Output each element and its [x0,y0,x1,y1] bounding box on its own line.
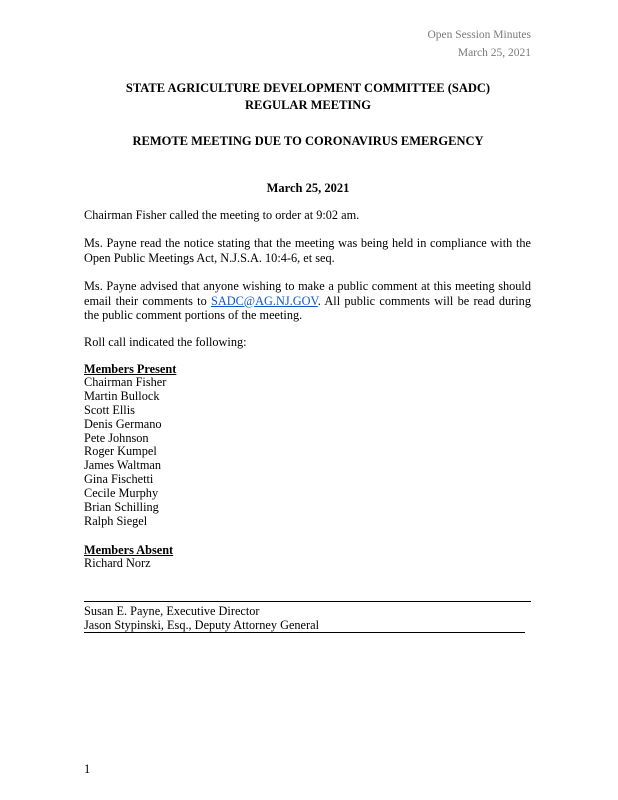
committee-title: STATE AGRICULTURE DEVELOPMENT COMMITTEE (SADC) [125,81,491,95]
member-present-name: Scott Ellis [84,402,135,417]
staff-deputy-attorney-general: Jason Stypinski, Esq., Deputy Attorney General [84,618,525,633]
remote-meeting-title: REMOTE MEETING DUE TO CORONAVIRUS EMERGENCY [132,134,484,148]
notice-paragraph: Ms. Payne read the notice stating that the meeting was being held in compliance with the Open Public Meetings Act, N.J.S.A. 10:4-6, et seq. [84,236,531,265]
members-absent-heading: Members Absent [84,543,174,557]
staff-divider [84,601,531,602]
members-absent-list [84,557,151,571]
public-comment-paragraph [84,279,531,323]
member-present-name: Roger Kumpel [84,444,157,459]
member-present-name: Gina Fischetti [84,472,154,487]
member-present-name: Denis Germano [84,416,162,431]
roll-call-paragraph: Roll call indicated the following: [84,335,247,349]
member-present-name: Cecile Murphy [84,486,159,501]
member-present-name: Pete Johnson [84,430,149,445]
email-link[interactable]: SADC@AG.NJ.GOV [211,293,318,308]
staff-executive-director: Susan E. Payne, Executive Director [84,604,260,618]
call-to-order-paragraph: Chairman Fisher called the meeting to order at 9:02 am. [84,208,360,222]
members-present-list [84,376,166,529]
meeting-date-title: March 25, 2021 [266,181,350,195]
member-absent-name: Richard Norz [84,556,151,570]
member-present-name: Chairman Fisher [84,375,167,389]
page-number: 1 [84,762,91,776]
running-header [428,26,532,62]
public-comment-text-after: . All public comments will be read during the public comment portions of the meeting. [84,293,531,322]
member-present-name: James Waltman [84,458,161,473]
member-present-name: Brian Schilling [84,500,159,515]
member-present-name: Martin Bullock [84,388,160,403]
running-header-title: Open Session Minutes [427,29,531,41]
member-present-name: Ralph Siegel [84,513,148,528]
meeting-type-title: REGULAR MEETING [244,98,372,112]
public-comment-text-before: Ms. Payne advised that anyone wishing to make a public comment at this meeting should email their comments to [84,279,531,308]
running-header-date: March 25, 2021 [457,47,531,59]
members-present-heading: Members Present [84,362,177,376]
